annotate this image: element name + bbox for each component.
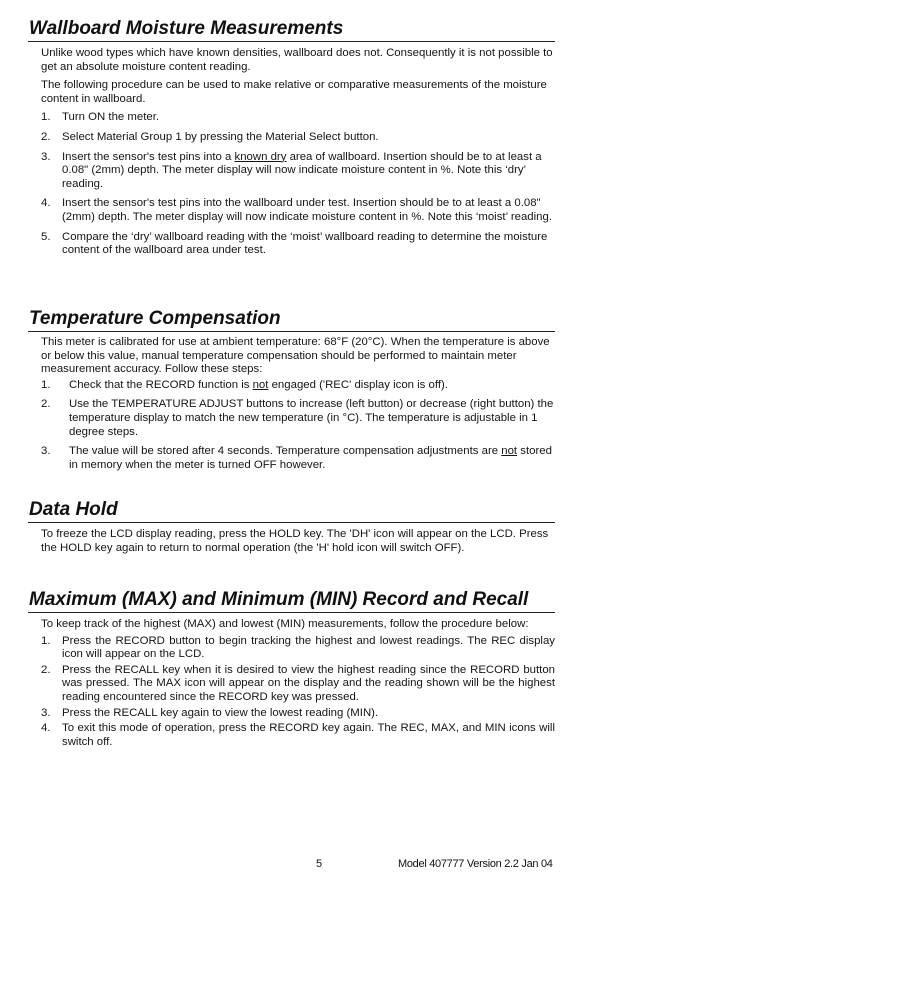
step-text	[62, 151, 555, 192]
step-text: Compare the ‘dry’ wallboard reading with the ‘moist’ wallboard reading to determine the moisture content of the wallboard area under test.	[62, 230, 548, 257]
steps-list	[41, 635, 555, 750]
step-text	[69, 445, 555, 472]
list-item	[41, 664, 555, 705]
list-item	[41, 111, 555, 125]
list-item	[41, 151, 555, 192]
steps-list	[41, 379, 555, 473]
step-text-part: stored in memory when the meter is turned OFF however.	[69, 445, 552, 471]
underlined-text: not	[252, 378, 269, 391]
step-number: 1.	[41, 634, 51, 647]
step-number: 3.	[41, 445, 51, 458]
section-heading: Temperature Compensation	[28, 308, 555, 332]
step-number: 3.	[41, 706, 51, 719]
step-number: 4.	[41, 197, 51, 210]
step-text: Press the RECORD button to begin tracking the highest and lowest readings. The REC display icon will appear on the LCD.	[62, 634, 555, 661]
list-item	[41, 707, 555, 721]
step-text: Press the RECALL key when it is desired to view the highest reading since the RECORD button was pressed. The MAX icon will appear on the display and the reading shown will be the highest reading encountered since the RECORD key was pressed.	[62, 663, 555, 703]
section-heading: Wallboard Moisture Measurements	[28, 18, 555, 42]
list-item	[41, 445, 555, 472]
list-item	[41, 722, 555, 749]
list-item	[41, 197, 555, 224]
step-text: To exit this mode of operation, press the RECORD key again. The REC, MAX, and MIN icons will switch off.	[62, 722, 555, 748]
paragraph: To keep track of the highest (MAX) and lowest (MIN) measurements, follow the procedure below:	[41, 618, 529, 630]
step-text-part: The value will be stored after 4 seconds. Temperature compensation adjustments are	[69, 445, 502, 458]
section-max-min	[28, 589, 555, 751]
step-number: 3.	[41, 150, 51, 163]
step-number: 2.	[41, 130, 51, 143]
step-number: 4.	[41, 722, 51, 735]
underlined-text: not	[501, 445, 518, 458]
step-number: 2.	[41, 663, 51, 676]
step-text: Use the TEMPERATURE ADJUST buttons to increase (left button) or decrease (right button) the temperature display to match the new temperature (in °C). The temperature is adjustable in 1 degree steps.	[69, 398, 554, 438]
section-heading: Maximum (MAX) and Minimum (MIN) Record and Recall	[28, 589, 555, 613]
step-text-part: engaged ('REC' display icon is off).	[268, 378, 448, 391]
page-number: 5	[316, 858, 323, 870]
section-temperature	[28, 308, 555, 478]
list-item	[41, 379, 555, 393]
paragraph: Unlike wood types which have known densities, wallboard does not. Consequently it is not possible to get an absolute moisture content reading.	[41, 47, 553, 73]
step-text-part: Check that the RECORD function is	[69, 378, 253, 391]
section-data-hold	[28, 499, 555, 555]
step-text	[69, 379, 555, 393]
step-text: Press the RECALL key again to view the lowest reading (MIN).	[62, 706, 379, 719]
list-item	[41, 635, 555, 662]
section-wallboard	[28, 18, 555, 264]
steps-list	[41, 111, 555, 257]
paragraph: This meter is calibrated for use at ambient temperature: 68°F (20°C). When the temperature is above or below this value, manual temperature compensation should be performed to maintain meter measurement accuracy. Follow these steps:	[41, 336, 550, 376]
section-heading: Data Hold	[28, 499, 555, 523]
step-text-part: Insert the sensor's test pins into a	[62, 150, 235, 163]
list-item	[41, 131, 555, 145]
underlined-text: known dry	[234, 150, 287, 163]
step-number: 1.	[41, 111, 51, 124]
step-number: 5.	[41, 230, 51, 243]
paragraph: The following procedure can be used to make relative or comparative measurements of the moisture content in wallboard.	[41, 79, 547, 105]
model-version: Model 407777 Version 2.2 Jan 04	[398, 858, 553, 870]
step-text: Turn ON the meter.	[62, 111, 160, 124]
step-number: 1.	[41, 378, 51, 391]
paragraph: To freeze the LCD display reading, press the HOLD key. The 'DH' icon will appear on the LCD. Press the HOLD key again to return to normal operation (the 'H' hold icon will switch OFF).	[41, 528, 549, 554]
step-text: Select Material Group 1 by pressing the Material Select button.	[62, 130, 379, 143]
step-text-part: area of wallboard. Insertion should be to at least a 0.08" (2mm) depth. The meter display will now indicate moisture content in %. Note this ‘dry’ reading.	[62, 150, 542, 190]
list-item	[41, 231, 555, 258]
step-number: 2.	[41, 398, 51, 411]
list-item	[41, 398, 555, 439]
step-text: Insert the sensor's test pins into the wallboard under test. Insertion should be to at least a 0.08" (2mm) depth. The meter display will now indicate moisture content in %. Note this ‘moist’ reading.	[62, 197, 553, 223]
